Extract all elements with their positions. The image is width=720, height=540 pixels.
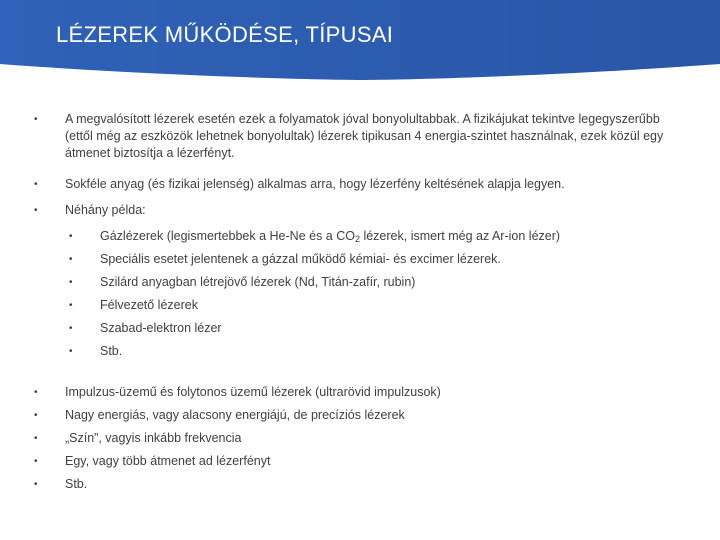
list-item: [34, 407, 674, 424]
bullet-text: Szilárd anyagban létrejövő lézerek (Nd, Titán-zafír, rubin): [100, 275, 416, 289]
sub-list-item: [34, 297, 674, 314]
list-item: [34, 176, 674, 193]
bullet-text: Egy, vagy több átmenet ad lézerfényt: [65, 454, 271, 468]
sub-list-item: [34, 320, 674, 337]
bullet-icon: •: [69, 254, 73, 265]
bullet-icon: •: [34, 387, 38, 398]
list-item: [34, 430, 674, 447]
bullet-text: Félvezető lézerek: [100, 298, 198, 312]
bullet-text: „Szín”, vagyis inkább frekvencia: [65, 431, 242, 445]
sub-list-item: [34, 251, 674, 268]
bullet-icon: •: [34, 114, 38, 125]
bullet-icon: •: [69, 300, 73, 311]
sub-list-item: [34, 274, 674, 291]
list-item: [34, 384, 674, 401]
bullet-icon: •: [34, 479, 38, 490]
bullet-text: Impulzus-üzemű és folytonos üzemű lézerek (ultrarövid impulzusok): [65, 385, 441, 399]
bullet-text: Speciális esetet jelentenek a gázzal működő kémiai- és excimer lézerek.: [100, 252, 501, 266]
bullet-icon: •: [69, 277, 73, 288]
bullet-icon: •: [34, 433, 38, 444]
bullet-icon: •: [34, 456, 38, 467]
bullet-text: Nagy energiás, vagy alacsony energiájú, de precíziós lézerek: [65, 408, 405, 422]
subscript: 2: [354, 234, 360, 244]
slide-body: [34, 111, 674, 493]
list-item: [34, 476, 674, 493]
list-item: [34, 202, 674, 219]
bullet-icon: •: [34, 205, 38, 216]
bullet-text: A megvalósított lézerek esetén ezek a folyamatok jóval bonyolultabbak. A fizikájukat tekintve legegyszerűbb (ettől még az eszközök lehetnek bonyolultak) lézerek tipikusan 4 energia-szintet használnak, ezek közül egy átmenet biztosítja a lézerfényt.: [65, 112, 664, 160]
bullet-text: Sokféle anyag (és fizikai jelenség) alkalmas arra, hogy lézerfény keltésének alapja legyen.: [65, 177, 565, 191]
bullet-icon: •: [69, 346, 73, 357]
bullet-icon: •: [34, 410, 38, 421]
list-item: [34, 111, 674, 162]
slide-title: LÉZEREK MŰKÖDÉSE, TÍPUSAI: [56, 22, 394, 47]
sub-list-item: [34, 343, 674, 360]
bullet-text: Stb.: [65, 477, 88, 491]
title-banner: [0, 0, 720, 80]
list-item: [34, 453, 674, 470]
bullet-text: Szabad-elektron lézer: [100, 321, 222, 335]
bullet-text: Gázlézerek (legismertebbek a He-Ne és a $CO_2$ lézerek, ismert még az Ar-ion lézer): [100, 229, 561, 244]
bullet-icon: •: [69, 231, 73, 242]
bullet-icon: •: [34, 179, 38, 190]
bullet-text: Stb.: [100, 344, 123, 358]
bullet-text: Néhány példa:: [65, 203, 146, 217]
sub-list-item: [34, 228, 674, 245]
bullet-icon: •: [69, 323, 73, 334]
